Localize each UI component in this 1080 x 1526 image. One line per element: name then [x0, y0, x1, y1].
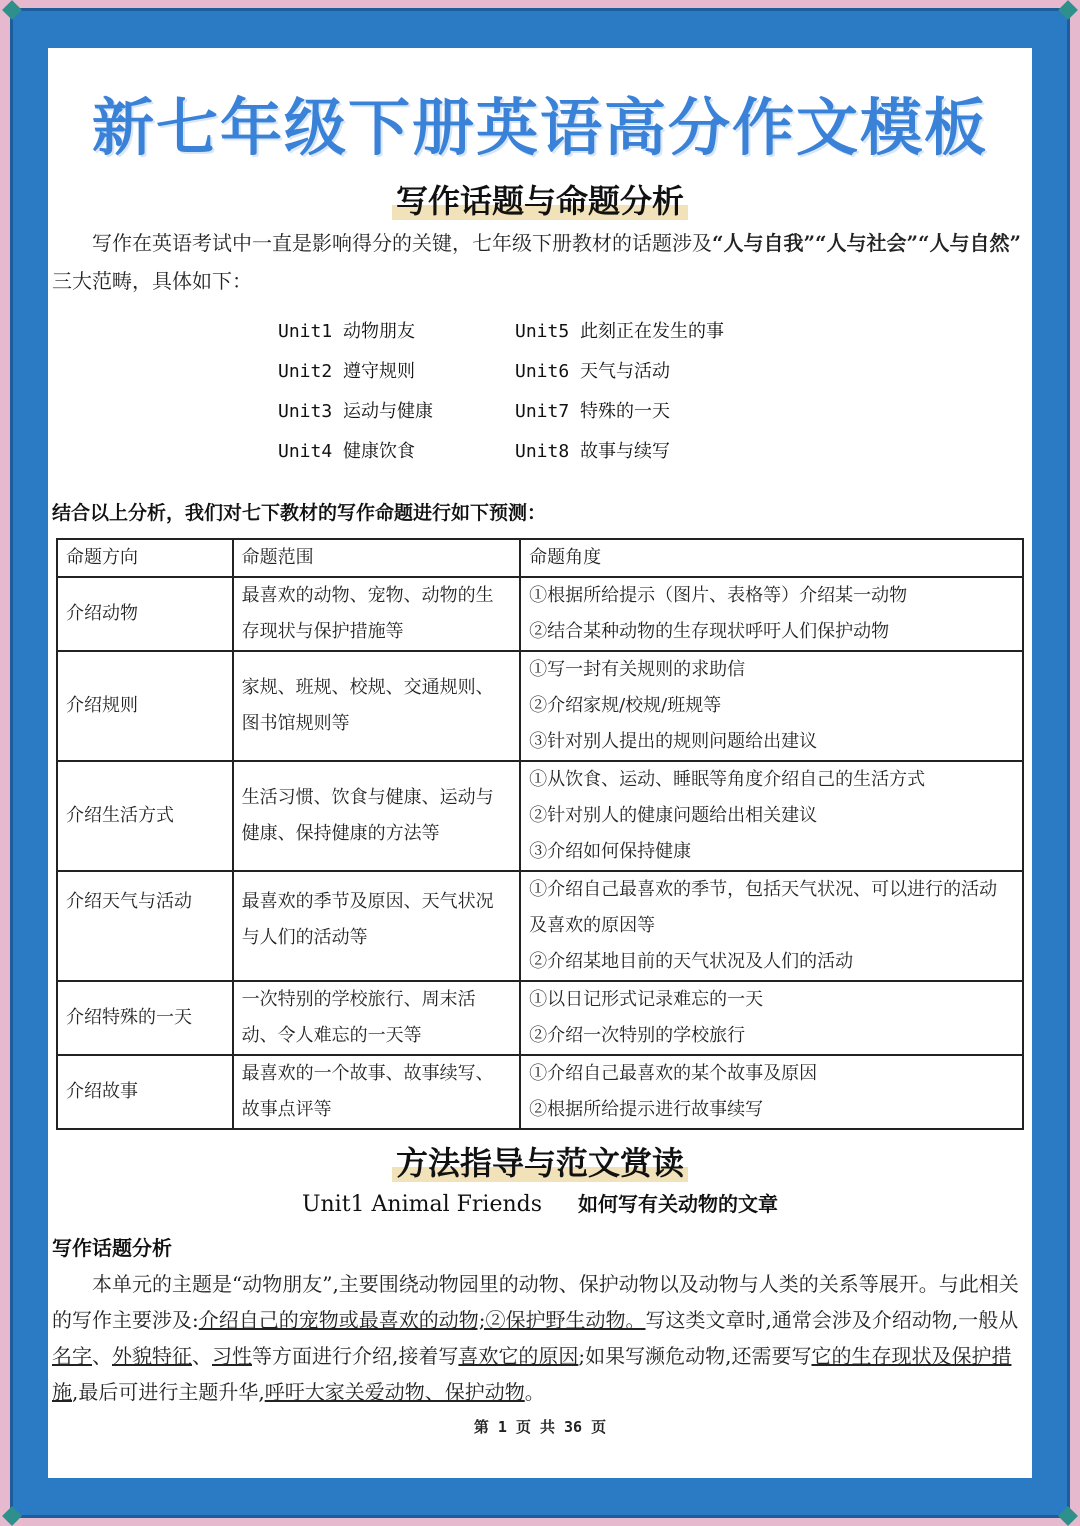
intro-paragraph [52, 224, 1028, 300]
unit-row [278, 390, 798, 430]
analysis-text: 写这类文章时,通常会涉及介绍动物,一般从 [645, 1308, 1019, 1332]
direction-cell: 介绍规则 [57, 651, 233, 761]
page-number: 第 1 页 共 36 页 [473, 1418, 607, 1436]
table-header: 命题方向 [57, 539, 233, 577]
scope-cell: 最喜欢的季节及原因、天气状况与人们的活动等 [233, 871, 520, 981]
unit-item: Unit4 健康饮食 [278, 441, 416, 462]
analysis-underlined: 呼吁大家关爱动物、保护动物 [264, 1380, 525, 1404]
direction-cell: 介绍动物 [57, 577, 233, 651]
direction-cell: 介绍故事 [57, 1055, 233, 1129]
intro-bold-text: “人与自我”“人与社会”“人与自然” [712, 231, 1022, 255]
analysis-paragraph [52, 1266, 1028, 1410]
corner-ornament [1058, 0, 1078, 20]
corner-ornament [1058, 1506, 1078, 1526]
table-row [57, 981, 1023, 1055]
angle-item: ②根据所给提示进行故事续写 [529, 1099, 764, 1120]
section-heading-text: 方法指导与范文赏读 [392, 1144, 688, 1182]
scope-cell: 最喜欢的一个故事、故事续写、故事点评等 [233, 1055, 520, 1129]
analysis-text: 等方面进行介绍,接着写 [252, 1344, 459, 1368]
table-header-row [57, 539, 1023, 577]
section-heading-topics [48, 176, 1032, 222]
unit-row [278, 430, 798, 470]
table-row [57, 1055, 1023, 1129]
scope-cell: 生活习惯、饮食与健康、运动与健康、保持健康的方法等 [233, 761, 520, 871]
scope-cell: 家规、班规、校规、交通规则、图书馆规则等 [233, 651, 520, 761]
analysis-text: 、 [92, 1344, 112, 1368]
angle-cell [520, 761, 1023, 871]
angle-item: ①从饮食、运动、睡眠等角度介绍自己的生活方式 [529, 769, 926, 790]
corner-ornament [2, 0, 22, 20]
unit-item: Unit7 特殊的一天 [515, 401, 671, 422]
unit-item: Unit5 此刻正在发生的事 [515, 321, 725, 342]
angle-item: ②介绍一次特别的学校旅行 [529, 1025, 746, 1046]
unit-item: Unit8 故事与续写 [515, 441, 671, 462]
table-row [57, 651, 1023, 761]
direction-cell: 介绍生活方式 [57, 761, 233, 871]
angle-item: ②介绍家规/校规/班规等 [529, 695, 722, 716]
intro-text-end: 三大范畴，具体如下： [52, 269, 252, 293]
unit-list [278, 310, 798, 470]
section-heading-methods [48, 1138, 1032, 1184]
table-row [57, 761, 1023, 871]
analysis-underlined: 习性 [212, 1344, 252, 1368]
topic-table [56, 538, 1024, 1130]
angle-item: ①根据所给提示（图片、表格等）介绍某一动物 [529, 585, 908, 606]
angle-item: ①介绍自己最喜欢的某个故事及原因 [529, 1063, 818, 1084]
table-row [57, 577, 1023, 651]
angle-item: ①以日记形式记录难忘的一天 [529, 989, 764, 1010]
prediction-intro: 结合以上分析，我们对七下教材的写作命题进行如下预测： [52, 502, 547, 524]
corner-ornament [2, 1506, 22, 1526]
analysis-text: 。 [524, 1380, 545, 1404]
analysis-heading: 写作话题分析 [52, 1236, 172, 1260]
direction-cell: 介绍天气与活动 [57, 871, 233, 981]
angle-item: ②结合某种动物的生存现状呼吁人们保护动物 [529, 621, 890, 642]
angle-cell [520, 1055, 1023, 1129]
angle-item: ②介绍某地目前的天气状况及人们的活动 [529, 951, 854, 972]
angle-cell [520, 871, 1023, 981]
scope-cell: 一次特别的学校旅行、周末活动、令人难忘的一天等 [233, 981, 520, 1055]
analysis-text: 、 [192, 1344, 212, 1368]
table-row [57, 871, 1023, 981]
section-heading-text: 写作话题与命题分析 [392, 182, 688, 220]
unit-item: Unit6 天气与活动 [515, 361, 671, 382]
page-title: 新七年级下册英语高分作文模板 [91, 91, 988, 164]
analysis-underlined: 它的生存现状及保护措施 [52, 1344, 1012, 1404]
angle-item: ③针对别人提出的规则问题给出建议 [529, 731, 818, 752]
analysis-text: ;如果写濒危动物,还需要写 [578, 1344, 812, 1368]
angle-cell [520, 651, 1023, 761]
intro-text: 写作在英语考试中一直是影响得分的关键，七年级下册教材的话题涉及 [92, 231, 712, 255]
direction-cell: 介绍特殊的一天 [57, 981, 233, 1055]
unit-row [278, 350, 798, 390]
angle-item: ①介绍自己最喜欢的季节，包括天气状况、可以进行的活动及喜欢的原因等 [529, 879, 998, 936]
unit-item: Unit2 遵守规则 [278, 361, 416, 382]
angle-item: ①写一封有关规则的求助信 [529, 659, 746, 680]
table-header: 命题角度 [520, 539, 1023, 577]
angle-item: ③介绍如何保持健康 [529, 841, 692, 862]
angle-cell [520, 981, 1023, 1055]
unit-subtitle [48, 1188, 1032, 1217]
unit-row [278, 310, 798, 350]
scope-cell: 最喜欢的动物、宠物、动物的生存现状与保护措施等 [233, 577, 520, 651]
table-header: 命题范围 [233, 539, 520, 577]
analysis-underlined: 名字 [52, 1344, 92, 1368]
analysis-text: 本单元的主题是“动物朋友”,主要围绕动物园里的动物、保护动物以及动物与人类的关系等展开。与此相关的写作主要涉及: [52, 1272, 1019, 1332]
angle-cell [520, 577, 1023, 651]
analysis-text: ,最后可进行主题升华, [72, 1380, 265, 1404]
unit-topic: 如何写有关动物的文章 [578, 1192, 779, 1216]
document-page [48, 48, 1032, 1478]
unit-item: Unit3 运动与健康 [278, 401, 434, 422]
analysis-underlined: 喜欢它的原因 [458, 1344, 579, 1368]
analysis-underlined: 外貌特征 [112, 1344, 192, 1368]
unit-item: Unit1 动物朋友 [278, 321, 416, 342]
angle-item: ②针对别人的健康问题给出相关建议 [529, 805, 818, 826]
unit-title: Unit1 Animal Friends [301, 1192, 543, 1217]
analysis-underlined: 介绍自己的宠物或最喜欢的动物;②保护野生动物。 [198, 1308, 646, 1332]
